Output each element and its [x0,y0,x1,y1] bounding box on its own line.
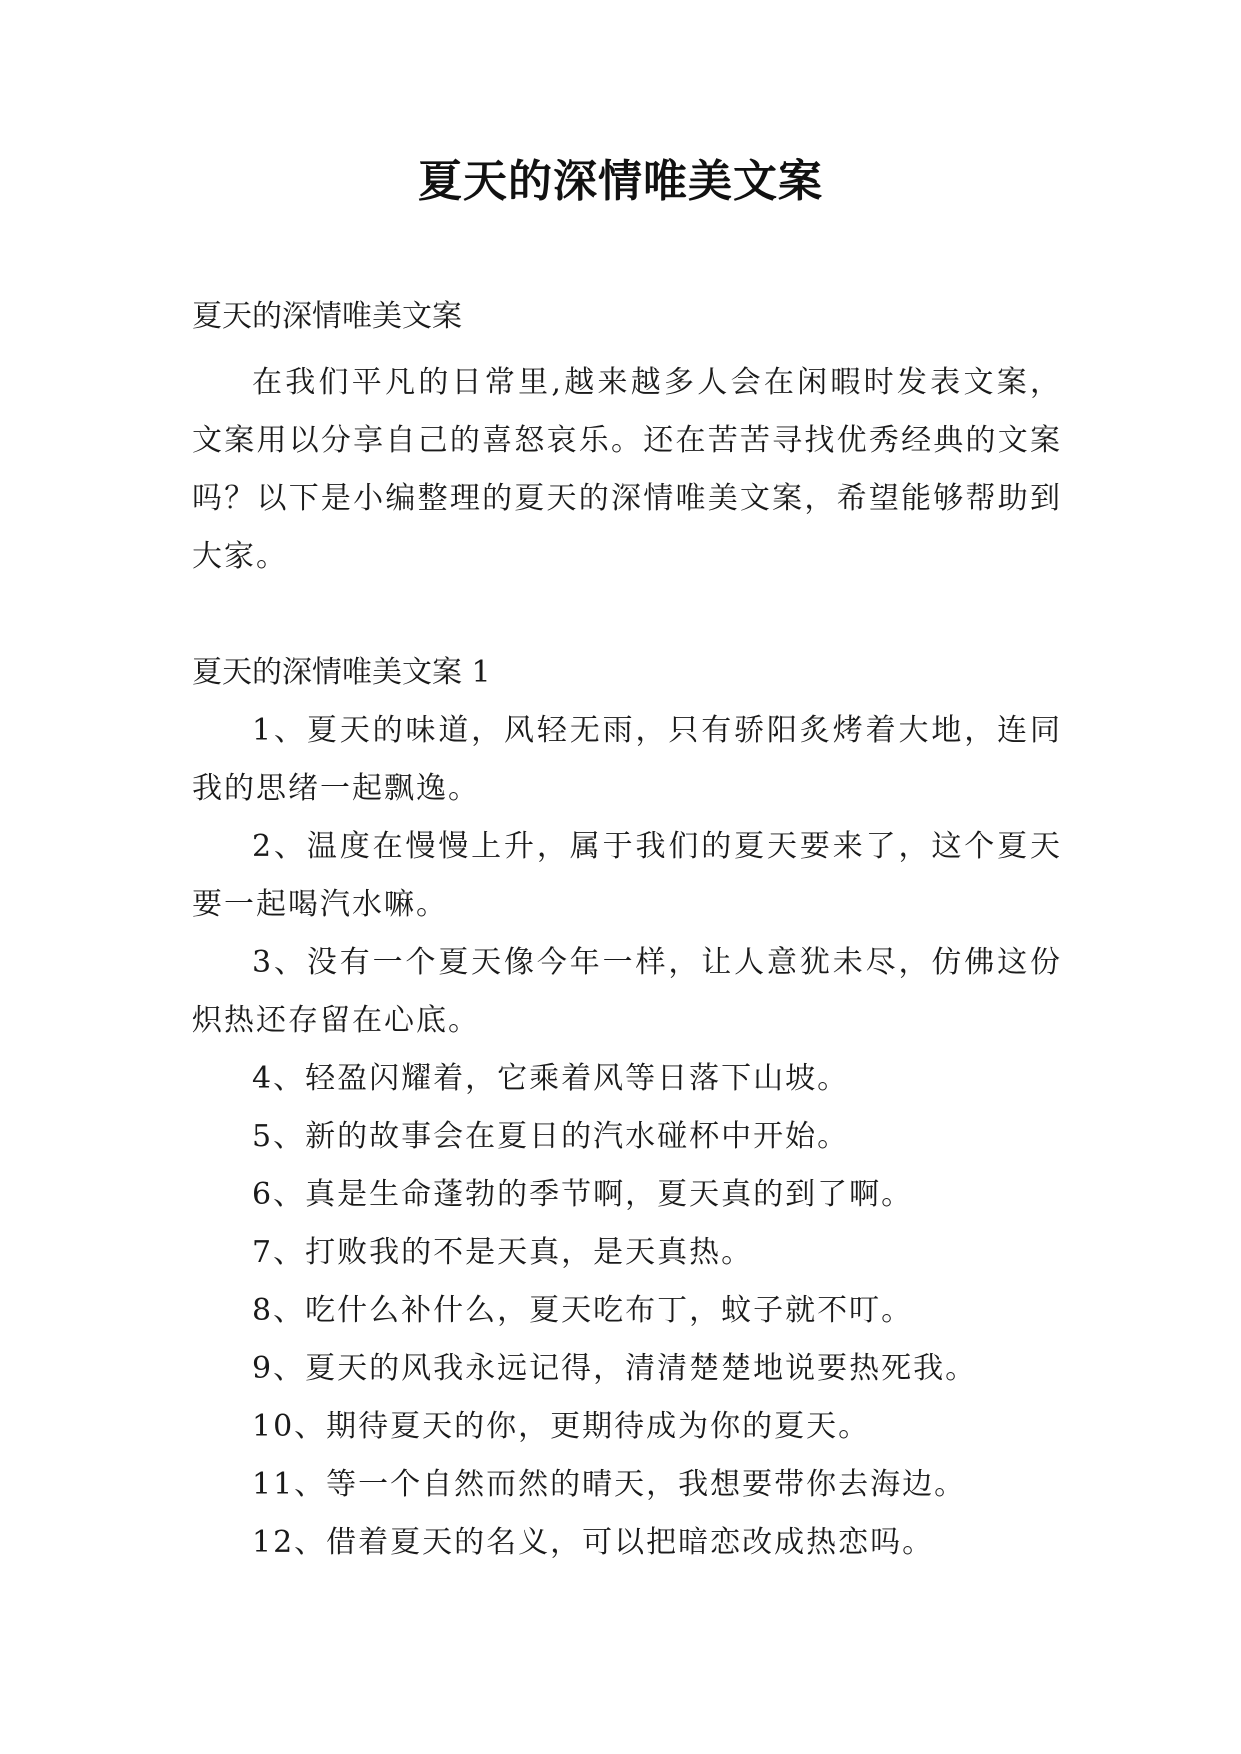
list-item: 3、没有一个夏天像今年一样，让人意犹未尽，仿佛这份炽热还存留在心底。 [192,945,1062,1038]
list-item: 7、打败我的不是天真，是天真热。 [252,1235,754,1270]
list-item: 8、吃什么补什么，夏天吃布丁，蚊子就不叮。 [252,1293,914,1328]
intro-paragraph: 在我们平凡的日常里,越来越多人会在闲暇时发表文案，文案用以分享自己的喜怒哀乐。还在苦苦寻找优秀经典的文案吗？以下是小编整理的夏天的深情唯美文案，希望能够帮助到大家。 [192,365,1062,574]
document-body [192,288,1062,1572]
section-heading: 夏天的深情唯美文案 1 [192,655,491,690]
list-item: 9、夏天的风我永远记得，清清楚楚地说要热死我。 [252,1351,978,1386]
list-item: 1、夏天的味道，风轻无雨，只有骄阳炙烤着大地，连同我的思绪一起飘逸。 [192,713,1062,806]
list-item: 6、真是生命蓬勃的季节啊，夏天真的到了啊。 [252,1177,914,1212]
list-item: 10、期待夏天的你，更期待成为你的夏天。 [252,1409,871,1444]
list-item: 2、温度在慢慢上升，属于我们的夏天要来了，这个夏天要一起喝汽水嘛。 [192,829,1062,922]
list-item: 12、借着夏天的名义，可以把暗恋改成热恋吗。 [252,1525,935,1560]
list-item: 5、新的故事会在夏日的汽水碰杯中开始。 [252,1119,850,1154]
list-item: 11、等一个自然而然的晴天，我想要带你去海边。 [252,1467,967,1502]
list-item: 4、轻盈闪耀着，它乘着风等日落下山坡。 [252,1061,850,1096]
document-subtitle: 夏天的深情唯美文案 [192,299,462,334]
document-title: 夏天的深情唯美文案 [418,156,823,207]
